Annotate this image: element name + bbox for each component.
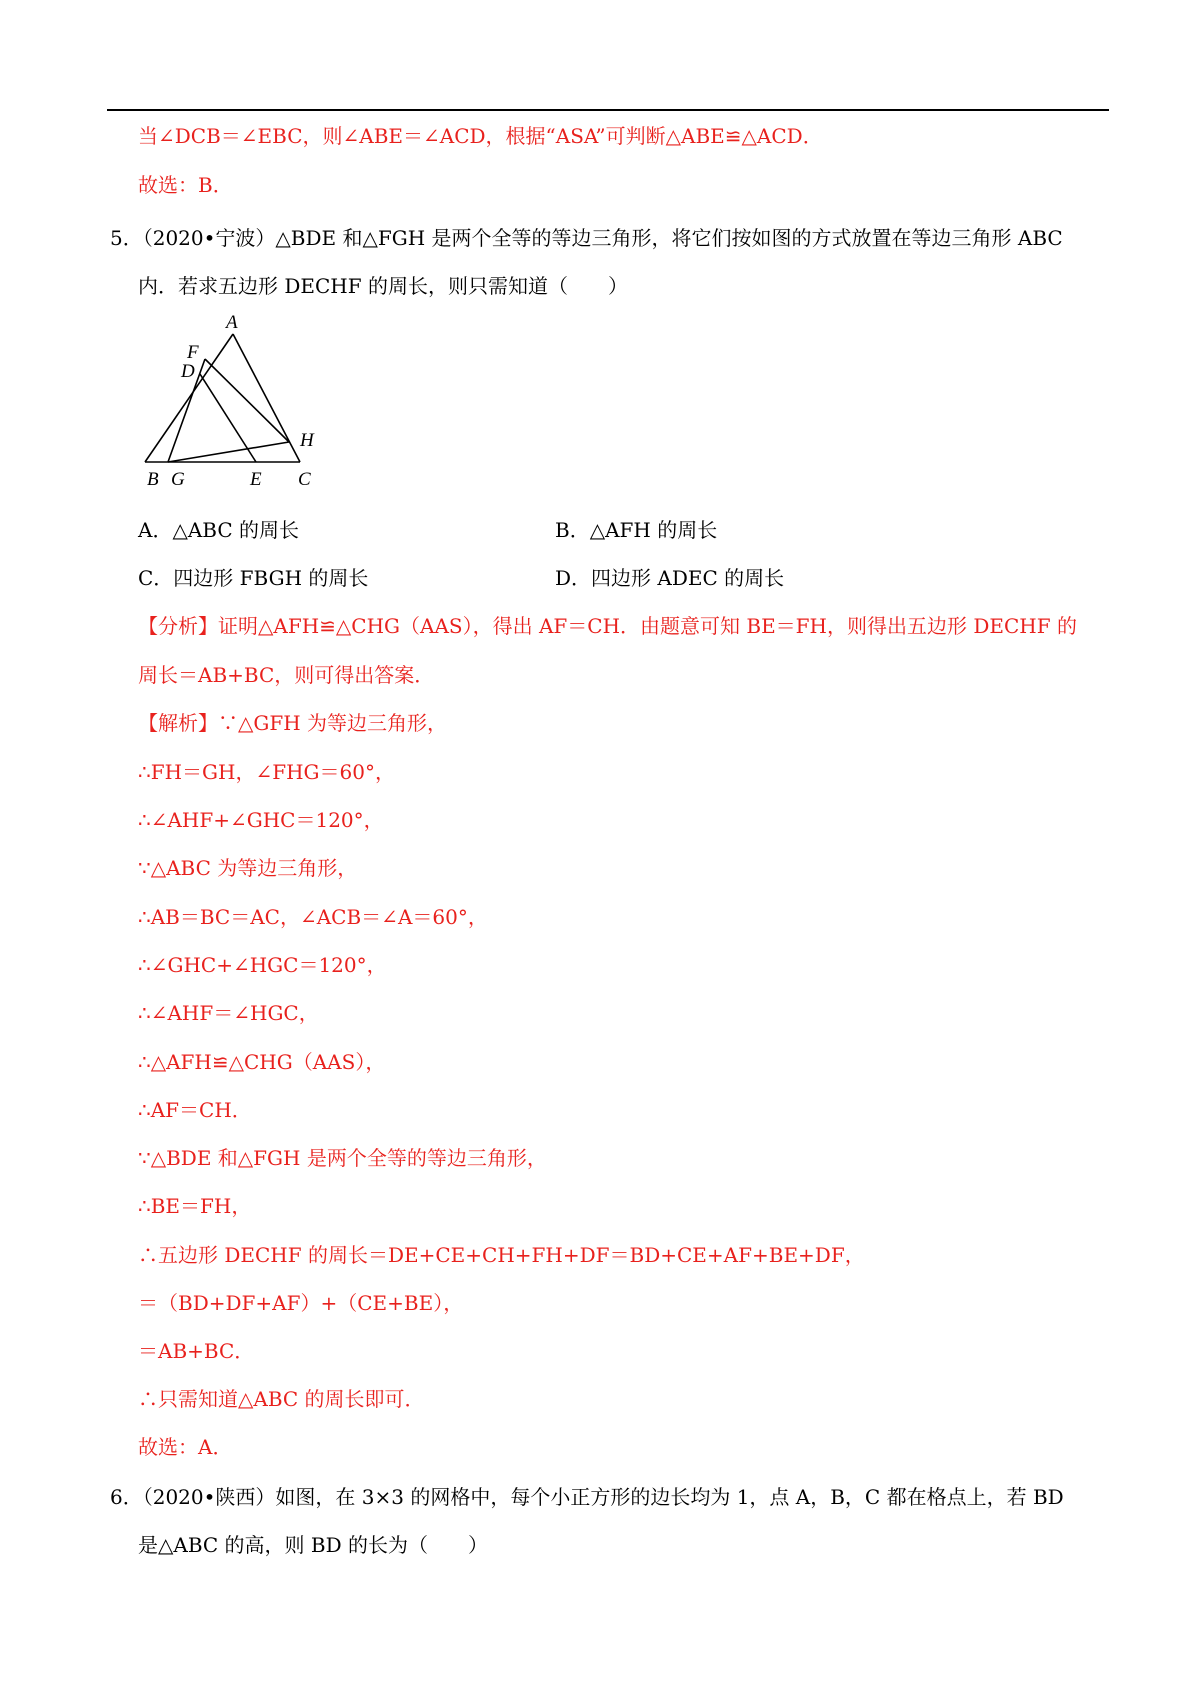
solution-line-1: 【解析】∵△GFH 为等边三角形， [138,711,448,735]
label-f: F [187,342,199,363]
solution-line-10: ∵△BDE 和△FGH 是两个全等的等边三角形， [138,1146,547,1170]
label-b: B [147,469,159,490]
side-gh [168,442,289,462]
label-h: H [300,430,314,451]
label-d: D [181,361,195,382]
question-5-stem: 5．（2020•宁波）△BDE 和△FGH 是两个全等的等边三角形，将它们按如图的方式放置在等边三角形 ABC [110,226,1063,250]
solution-line-14: ＝AB+BC． [138,1339,255,1363]
solution-line-5: ∴AB＝BC＝AC，∠ACB＝∠A＝60°， [138,905,488,929]
solution-line-6: ∴∠GHC+∠HGC＝120°， [138,953,387,977]
side-de [200,374,256,462]
solution-line-12: ∴五边形 DECHF 的周长＝DE+CE+CH+FH+DF＝BD+CE+AF+BE+DF， [138,1243,865,1267]
question-6-stem-cont: 是△ABC 的高，则 BD 的长为（ ） [138,1533,488,1557]
label-g: G [171,469,185,490]
solution-line-11: ∴BE＝FH， [138,1194,252,1218]
solution-line-4: ∵△ABC 为等边三角形， [138,856,358,880]
prev-answer: 故选：B． [138,173,233,197]
option-b: B．△AFH 的周长 [555,518,718,542]
solution-line-3: ∴∠AHF+∠GHC＝120°， [138,808,384,832]
option-a: A．△ABC 的周长 [138,518,299,542]
option-d: D．四边形 ADEC 的周长 [555,566,785,590]
option-c: C．四边形 FBGH 的周长 [138,566,369,590]
question-6-stem: 6．（2020•陕西）如图，在 3×3 的网格中，每个小正方形的边长均为 1，点 A，B，C 都在格点上，若 BD [110,1485,1064,1509]
solution-line-9: ∴AF＝CH． [138,1098,252,1122]
question-5-stem-cont: 内．若求五边形 DECHF 的周长，则只需知道（ ） [138,274,628,298]
solution-line-7: ∴∠AHF＝∠HGC， [138,1001,319,1025]
solution-line-13: ＝（BD+DF+AF）+（CE+BE）， [138,1291,464,1315]
header-rule [107,109,1109,111]
solution-answer: 故选：A． [138,1435,233,1459]
prev-solution-line: 当∠DCB＝∠EBC，则∠ABE＝∠ACD，根据“ASA”可判断△ABE≌△ACD． [138,124,823,148]
solution-line-15: ∴只需知道△ABC 的周长即可． [138,1387,425,1411]
label-e: E [250,469,262,490]
solution-line-8: ∴△AFH≌△CHG（AAS）， [138,1050,386,1074]
analysis-line-2: 周长＝AB+BC，则可得出答案． [138,663,435,687]
label-a: A [226,312,238,333]
analysis-line-1: 【分析】证明△AFH≌△CHG（AAS），得出 AF＝CH．由题意可知 BE＝FH，则得出五边形 DECHF 的 [138,614,1077,638]
label-c: C [298,469,311,490]
solution-line-2: ∴FH＝GH，∠FHG＝60°， [138,760,395,784]
triangle-figure [140,310,330,490]
